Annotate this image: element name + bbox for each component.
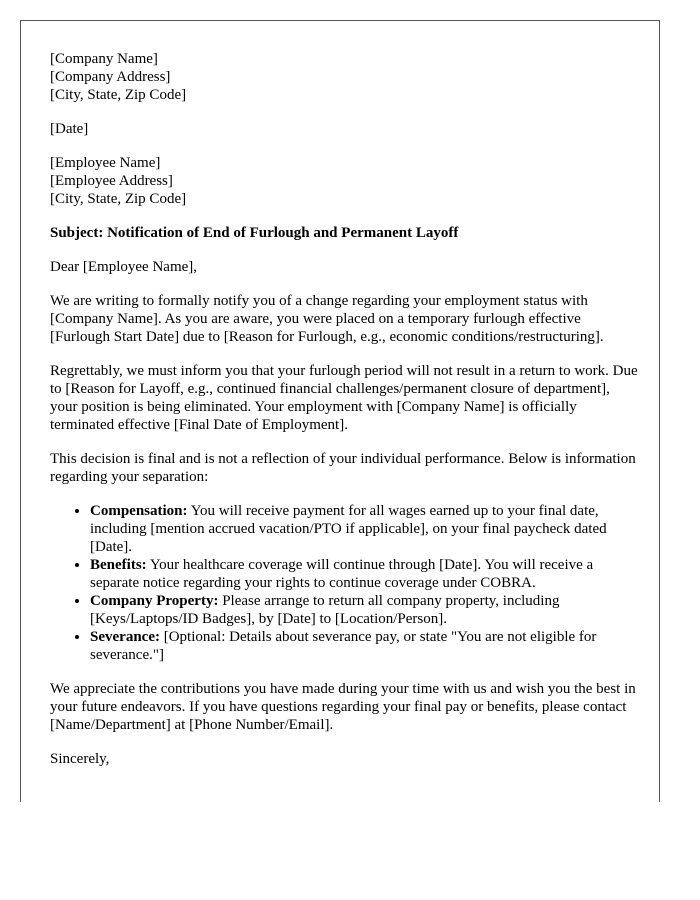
list-item-term: Severance: <box>90 629 160 645</box>
list-item-text: Please arrange to return all company property, including [Keys/Laptops/ID Badges], by [Date] to [Location/Person]. <box>90 593 560 627</box>
list-item-text: Your healthcare coverage will continue through [Date]. You will receive a separate notice regarding your rights to continue coverage under COBRA. <box>90 557 594 591</box>
separation-details-list <box>50 502 640 664</box>
recipient-name: [Employee Name] <box>50 155 161 171</box>
list-item-severance <box>90 628 640 664</box>
letter-body <box>50 50 640 768</box>
letter-date: [Date] <box>50 121 89 137</box>
paragraph-decision: This decision is final and is not a reflection of your individual performance. Below is information regarding your separation: <box>50 451 636 485</box>
list-item-term: Company Property: <box>90 593 219 609</box>
paragraph-closing: We appreciate the contributions you have made during your time with us and wish you the best in your future endeavors. If you have questions regarding your final pay or benefits, please contact [Name/Department] at [Phone Number/Email]. <box>50 681 636 733</box>
signoff: Sincerely, <box>50 751 110 767</box>
list-item-company-property <box>90 592 640 628</box>
list-item-term: Compensation: <box>90 503 188 519</box>
recipient-address <box>50 154 640 208</box>
sender-address <box>50 50 640 104</box>
list-item-benefits <box>90 556 640 592</box>
recipient-city: [City, State, Zip Code] <box>50 191 187 207</box>
list-item-term: Benefits: <box>90 557 147 573</box>
list-item-text: [Optional: Details about severance pay, or state "You are not eligible for severance."] <box>90 629 597 663</box>
sender-city: [City, State, Zip Code] <box>50 87 187 103</box>
list-item-compensation <box>90 502 640 556</box>
recipient-street: [Employee Address] <box>50 173 173 189</box>
salutation: Dear [Employee Name], <box>50 259 198 275</box>
letter-subject: Subject: Notification of End of Furlough and Permanent Layoff <box>50 225 459 241</box>
list-item-text: You will receive payment for all wages earned up to your final date, including [mention accrued vacation/PTO if applicable], on your final paycheck dated [Date]. <box>90 503 607 555</box>
sender-street: [Company Address] <box>50 69 171 85</box>
paragraph-notification: We are writing to formally notify you of a change regarding your employment status with [Company Name]. As you are aware, you were placed on a temporary furlough effective [Furlough Start Date] due to [Reason for Furlough, e.g., economic conditions/restructuring]. <box>50 293 604 345</box>
paragraph-layoff: Regrettably, we must inform you that your furlough period will not result in a return to work. Due to [Reason for Layoff, e.g., continued financial challenges/permanent closure of department], your position is being eliminated. Your employment with [Company Name] is officially terminated effective [Final Date of Employment]. <box>50 363 638 433</box>
letter-page <box>20 20 660 802</box>
sender-name: [Company Name] <box>50 51 158 67</box>
